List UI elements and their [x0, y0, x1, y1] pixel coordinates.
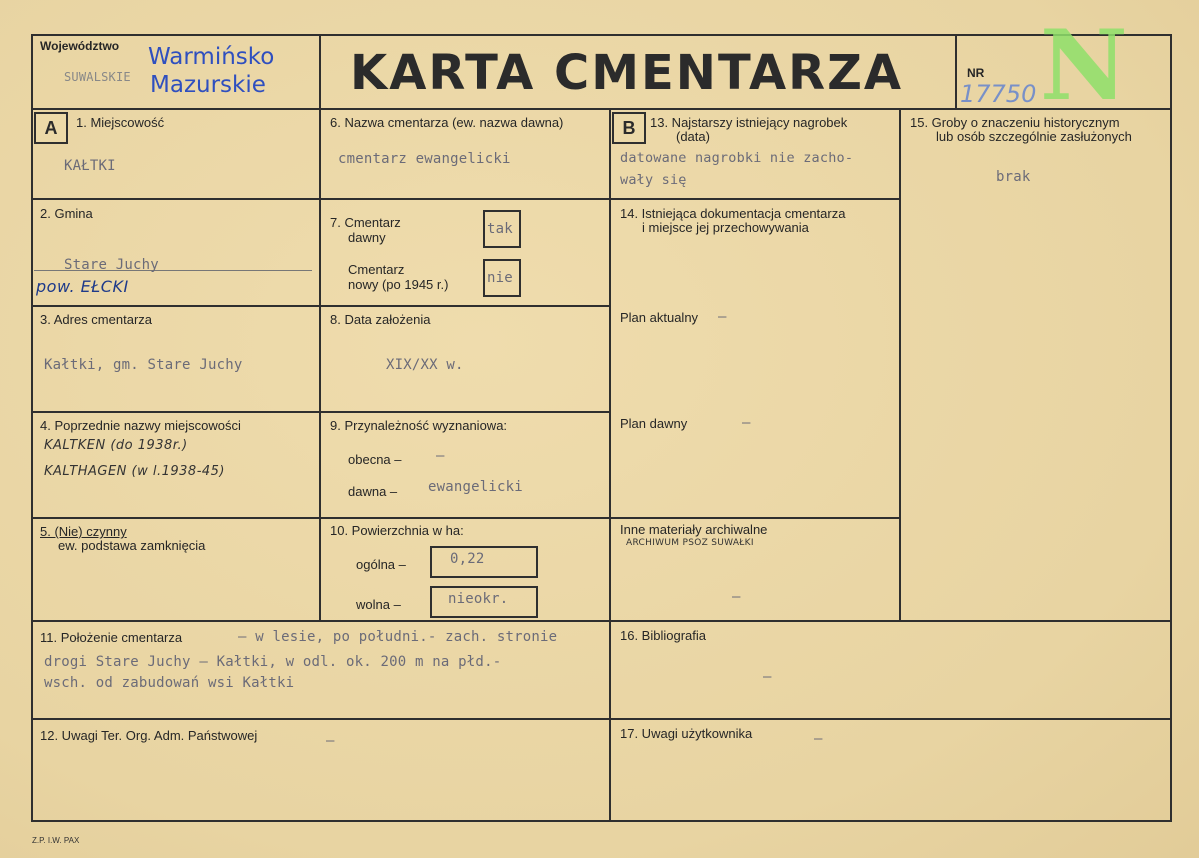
field-9-label: 9. Przynależność wyznaniowa:: [330, 418, 508, 433]
field-15-label-2: lub osób szczególnie zasłużonych: [936, 129, 1132, 144]
field-3-label: 3. Adres cmentarza: [40, 312, 152, 327]
wojewodztwo-new-line2: Mazurskie: [150, 72, 266, 98]
inne-materialy-value: ARCHIWUM PSOZ SUWAŁKI: [626, 538, 754, 548]
frame-left: [31, 34, 33, 822]
field-7-nowy-label-2: nowy (po 1945 r.): [348, 277, 449, 292]
field-4-value-1: KALTKEN (do 1938r.): [44, 438, 188, 453]
field-9-dawna-label: dawna –: [348, 484, 398, 499]
field-17-label: 17. Uwagi użytkownika: [620, 726, 753, 741]
field-4-label: 4. Poprzednie nazwy miejscowości: [40, 418, 241, 433]
field-4-value-2: KALTHAGEN (w l.1938-45): [44, 464, 226, 479]
nr-label: NR: [967, 66, 985, 80]
plan-aktualny-label: Plan aktualny: [620, 310, 699, 325]
field-13-value-2: wały się: [620, 172, 687, 188]
field-7-dawny-label-2: dawny: [348, 230, 386, 245]
field-13-value-1: datowane nagrobki nie zacho-: [620, 150, 854, 166]
field-7-nowy-value: nie: [487, 270, 513, 286]
field-16-value: –: [763, 669, 772, 685]
field-9-dawna-value: ewangelicki: [428, 479, 523, 495]
field-10-wolna-label: wolna –: [356, 597, 401, 612]
inne-materialy-dash: –: [732, 589, 741, 605]
field-11-value-1: – w lesie, po południ.- zach. stronie: [238, 629, 558, 645]
field-7-dawny-value: tak: [487, 221, 513, 237]
field-13-label-2: (data): [676, 129, 710, 144]
field-11-value-3: wsch. od zabudowań wsi Kałtki: [44, 675, 295, 691]
field-8-value: XIX/XX w.: [386, 357, 464, 373]
field-11-label: 11. Położenie cmentarza: [40, 630, 183, 645]
field-1-value: KAŁTKI: [64, 158, 116, 174]
frame-bottom: [31, 820, 1172, 822]
field-6-value: cmentarz ewangelicki: [338, 151, 511, 167]
field-2-value: Stare Juchy: [64, 257, 159, 273]
field-12-value: –: [326, 733, 335, 749]
field-14-label-1: 14. Istniejąca dokumentacja cmentarza: [620, 206, 846, 221]
field-17-value: –: [814, 731, 823, 747]
section-b-badge: B: [612, 112, 646, 144]
field-7-nowy-label-1: Cmentarz: [348, 262, 405, 277]
field-7-dawny-label-1: 7. Cmentarz: [330, 215, 401, 230]
field-11-value-2: drogi Stare Juchy – Kałtki, w odl. ok. 200 m na płd.-: [44, 654, 502, 670]
field-15-value: brak: [996, 169, 1031, 185]
field-1-label: 1. Miejscowość: [76, 115, 165, 130]
field-9-obecna-label: obecna –: [348, 452, 402, 467]
wojewodztwo-old-value: SUWALSKIE: [64, 70, 131, 84]
wojewodztwo-label: Województwo: [40, 39, 120, 53]
field-15-label-1: 15. Groby o znaczeniu historycznym: [910, 115, 1120, 130]
field-2-pow: pow. EŁCKI: [36, 277, 129, 296]
field-2-label: 2. Gmina: [40, 206, 93, 221]
field-8-label: 8. Data założenia: [330, 312, 431, 327]
field-10-label: 10. Powierzchnia w ha:: [330, 523, 464, 538]
plan-dawny-label: Plan dawny: [620, 416, 688, 431]
field-10-ogolna-label: ogólna –: [356, 557, 406, 572]
nr-value: 17750: [960, 80, 1037, 108]
inne-materialy-label: Inne materiały archiwalne: [620, 522, 768, 537]
frame-right: [1170, 34, 1172, 822]
printer-mark: Z.P. I.W. PAX: [32, 836, 80, 845]
section-a-badge: A: [34, 112, 68, 144]
field-16-label: 16. Bibliografia: [620, 628, 706, 643]
field-6-label: 6. Nazwa cmentarza (ew. nazwa dawna): [330, 115, 564, 130]
field-10-wolna-value: nieokr.: [448, 591, 509, 607]
plan-aktualny-value: –: [718, 309, 727, 325]
field-5-label-1: 5. (Nie) czynny: [40, 524, 127, 539]
field-10-ogolna-value: 0,22: [450, 551, 485, 567]
field-13-label-1: 13. Najstarszy istniejący nagrobek: [650, 115, 848, 130]
frame-top: [31, 34, 1172, 36]
field-12-label: 12. Uwagi Ter. Org. Adm. Państwowej: [40, 728, 258, 743]
field-3-value: Kałtki, gm. Stare Juchy: [44, 357, 243, 373]
plan-dawny-value: –: [742, 415, 751, 431]
field-14-label-2: i miejsce jej przechowywania: [642, 220, 809, 235]
field-5-label-2: ew. podstawa zamknięcia: [58, 538, 206, 553]
wojewodztwo-new-line1: Warmińsko: [148, 44, 275, 70]
field-9-obecna-value: –: [436, 448, 445, 464]
stamp-n: N: [1040, 9, 1128, 122]
card-title: KARTA CMENTARZA: [350, 45, 904, 101]
